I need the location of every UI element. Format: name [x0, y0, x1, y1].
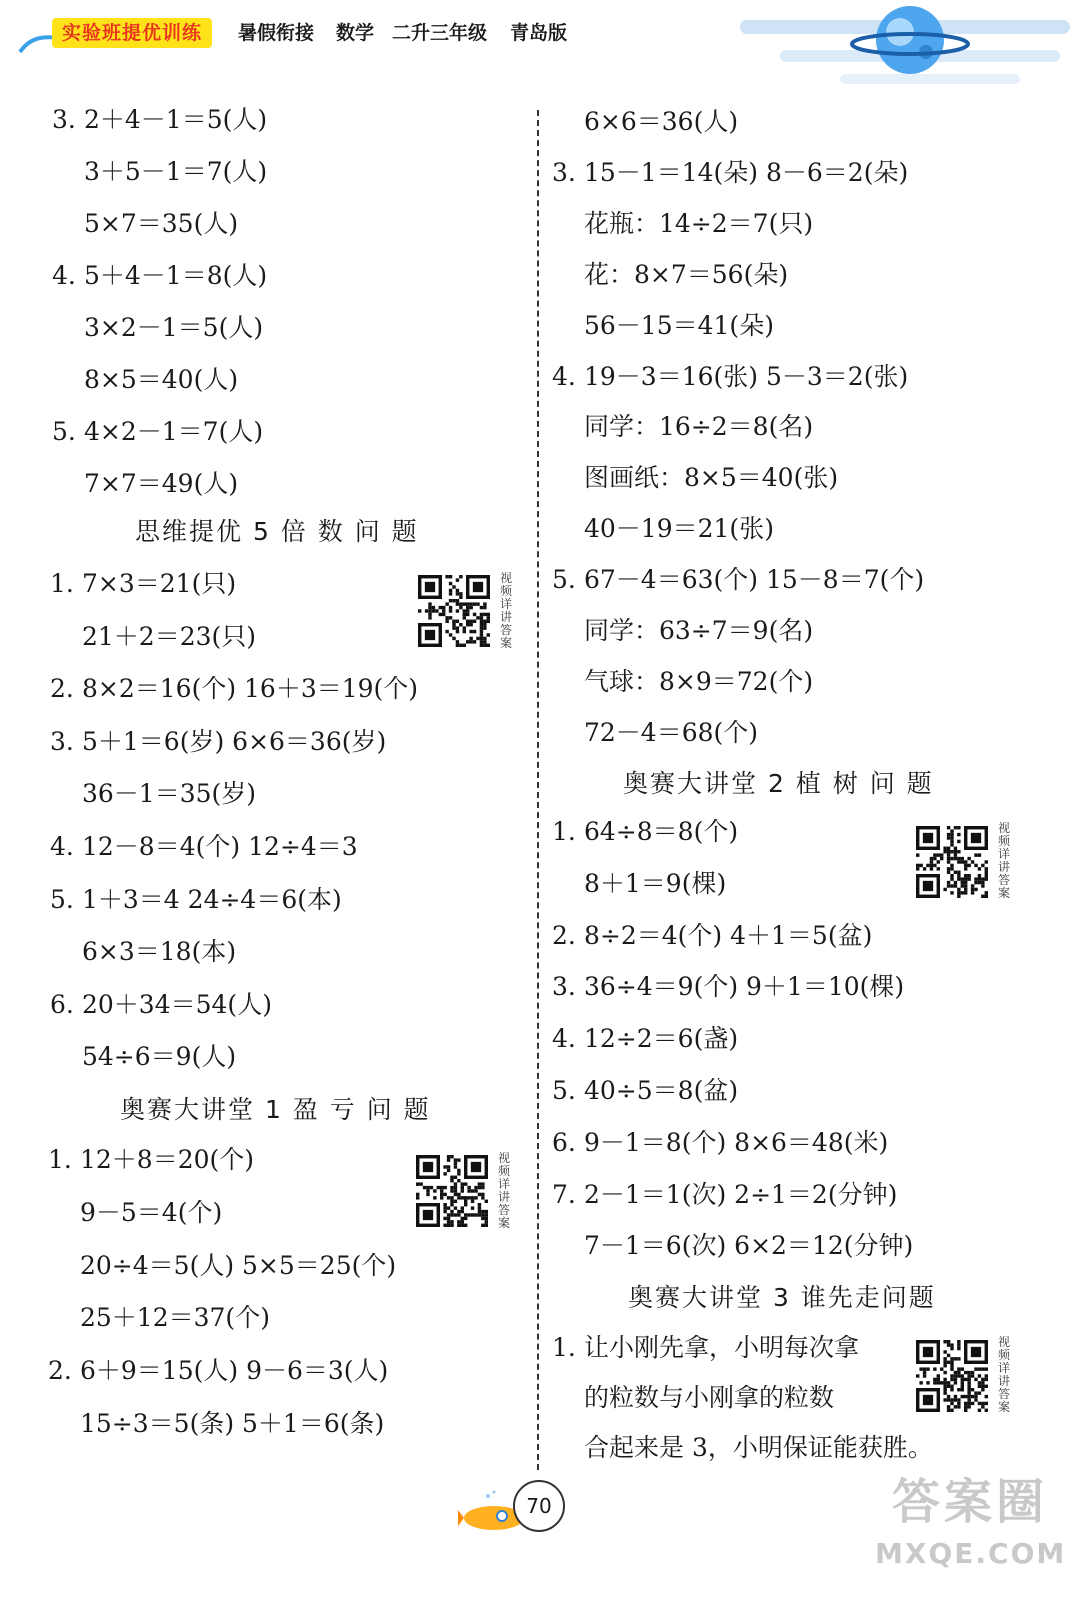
answer-line — [552, 357, 908, 397]
answer-text: 56－15＝41(朵) — [584, 310, 774, 340]
answer-line — [52, 464, 238, 504]
answer-line — [50, 1037, 236, 1077]
question-number: 3. — [52, 105, 76, 134]
answer-line — [52, 204, 238, 244]
answer-text: 20÷4＝5(人) 5×5＝25(个) — [80, 1250, 397, 1280]
answer-text: 8×2＝16(个) 16＋3＝19(个) — [82, 674, 419, 704]
answer-line — [552, 306, 774, 346]
answer-line — [52, 256, 267, 296]
question-number: 3. — [552, 972, 576, 1002]
question-number: 5. — [52, 417, 76, 446]
question-number: 5. — [552, 1076, 576, 1105]
answer-text: 3＋5－1＝7(人) — [84, 157, 268, 186]
answer-line — [48, 1193, 222, 1233]
answer-line — [552, 1175, 897, 1215]
question-number: 5. — [50, 884, 74, 914]
qr-code-icon[interactable] — [416, 1155, 488, 1227]
answer-line — [552, 509, 774, 549]
answer-text: 12－8＝4(个) 12÷4＝3 — [82, 832, 358, 861]
question-number: 4. — [552, 361, 576, 391]
answer-text: 12＋8＝20(个) — [80, 1145, 255, 1174]
answer-line — [552, 812, 738, 852]
answer-text: 64÷8＝8(个) — [584, 817, 739, 846]
answer-text: 8×5＝40(人) — [84, 365, 239, 394]
answer-line — [552, 560, 924, 600]
series-label: 暑假衔接 — [238, 22, 315, 44]
edition-label: 青岛版 — [510, 22, 568, 44]
answer-line — [50, 774, 256, 814]
qr-code-icon[interactable] — [916, 1340, 988, 1412]
answer-text: 8÷2＝4(个) 4＋1＝5(盆) — [584, 920, 873, 950]
answer-line — [50, 880, 342, 920]
answer-text: 5＋4－1＝8(人) — [84, 261, 268, 290]
answer-text: 7×7＝49(人) — [84, 469, 239, 498]
question-number: 1. — [48, 1145, 72, 1174]
answer-text: 54÷6＝9(人) — [82, 1042, 237, 1072]
answer-text: 5×7＝35(人) — [84, 209, 239, 238]
brand-title: 实验班提优训练 — [52, 18, 212, 48]
answer-line — [52, 412, 263, 452]
answer-line — [552, 407, 813, 447]
answer-line — [50, 564, 236, 604]
answer-line — [50, 669, 418, 709]
question-number: 3. — [50, 726, 74, 756]
answer-text: 8＋1＝9(棵) — [584, 868, 727, 898]
answer-line — [552, 1071, 738, 1111]
answer-line — [48, 1351, 388, 1391]
answer-line — [48, 1246, 396, 1286]
answer-text: 6×6＝36(人) — [584, 107, 739, 136]
answer-text: 40÷5＝8(盆) — [584, 1076, 739, 1105]
answer-line — [552, 611, 813, 651]
answer-line — [48, 1140, 254, 1180]
answer-text: 气球：8×9＝72(个) — [584, 666, 814, 696]
answer-text: 7－1＝6(次) 6×2＝12(分钟) — [584, 1231, 914, 1261]
answer-text: 6×3＝18(本) — [82, 937, 237, 967]
answer-line — [50, 827, 358, 867]
answer-line — [552, 662, 813, 702]
section-heading-tree-planting: 奥赛大讲堂 2 植 树 问 题 — [623, 769, 934, 798]
answer-text: 花：8×7＝56(朵) — [584, 259, 789, 289]
answer-line — [52, 308, 263, 348]
answer-line — [52, 100, 267, 140]
answer-line — [52, 152, 267, 192]
answer-text: 21＋2＝23(只) — [82, 621, 257, 651]
question-number: 1. — [50, 569, 74, 598]
answer-line — [552, 102, 738, 142]
question-number: 4. — [552, 1024, 576, 1054]
question-number: 2. — [48, 1356, 72, 1386]
answer-text: 5＋1＝6(岁) 6×6＝36(岁) — [82, 726, 387, 756]
question-number: 1. — [552, 817, 576, 846]
answer-text: 7×3＝21(只) — [82, 569, 237, 598]
answer-line — [552, 153, 908, 193]
question-number: 5. — [552, 565, 576, 595]
question-number: 2. — [552, 920, 576, 950]
watermark-logo-text: 答案圈 — [891, 1474, 1048, 1530]
answer-line — [552, 916, 872, 956]
answer-text: 让小刚先拿，小明每次拿 — [584, 1333, 860, 1362]
question-number: 7. — [552, 1179, 576, 1209]
answer-text: 9－1＝8(个) 8×6＝48(米) — [584, 1127, 889, 1157]
answer-line — [48, 1404, 384, 1444]
answer-line — [50, 617, 256, 657]
answer-text: 40－19＝21(张) — [584, 514, 774, 544]
answer-text: 12÷2＝6(盏) — [584, 1024, 739, 1054]
answer-line — [552, 204, 813, 244]
answer-text: 9－5＝4(个) — [80, 1197, 223, 1227]
answer-text: 15÷3＝5(条) 5＋1＝6(条) — [80, 1409, 385, 1438]
answer-line — [552, 1226, 913, 1266]
answer-text: 4×2－1＝7(人) — [84, 417, 264, 446]
site-watermark — [875, 1470, 1065, 1590]
answer-text: 67－4＝63(个) 15－8＝7(个) — [584, 565, 925, 595]
answer-text: 图画纸：8×5＝40(张) — [584, 463, 839, 493]
section-heading-who-goes-first: 奥赛大讲堂 3 谁先走问题 — [628, 1283, 936, 1312]
page-number: 70 — [513, 1480, 565, 1532]
question-number: 3. — [552, 157, 576, 187]
page-header — [0, 0, 1074, 95]
answer-text: 36－1＝35(岁) — [82, 779, 257, 809]
answer-line — [50, 722, 386, 762]
qr-code-icon[interactable] — [916, 826, 988, 898]
qr-caption: 视频详讲答案 — [498, 1151, 511, 1230]
section-heading-surplus-deficit: 奥赛大讲堂 1 盈 亏 问 题 — [120, 1095, 431, 1124]
grade-label: 二升三年级 — [392, 22, 488, 44]
answer-line — [552, 1019, 738, 1059]
answer-text: 花瓶：14÷2＝7(只) — [584, 208, 814, 238]
qr-caption: 视频详讲答案 — [998, 821, 1011, 900]
answer-text: 2－1＝1(次) 2÷1＝2(分钟) — [584, 1179, 898, 1209]
qr-code-icon[interactable] — [418, 575, 490, 647]
space-decoration-icon — [740, 0, 1074, 95]
answer-line — [552, 1428, 933, 1468]
answer-text: 36÷4＝9(个) 9＋1＝10(棵) — [584, 972, 905, 1002]
qr-caption: 视频详讲答案 — [998, 1335, 1011, 1414]
question-number: 6. — [552, 1127, 576, 1157]
answer-text: 的粒数与小刚拿的粒数 — [584, 1383, 835, 1412]
answer-line — [52, 360, 238, 400]
answer-text: 19－3＝16(张) 5－3＝2(张) — [584, 361, 909, 391]
answer-line — [552, 967, 904, 1007]
answer-line — [552, 458, 838, 498]
answer-text: 同学：63÷7＝9(名) — [584, 616, 814, 645]
answer-line — [552, 255, 788, 295]
answer-text: 6＋9＝15(人) 9－6＝3(人) — [80, 1356, 389, 1386]
qr-caption: 视频详讲答案 — [500, 571, 513, 650]
answer-line — [552, 1378, 834, 1418]
question-number: 4. — [50, 832, 74, 861]
column-divider — [537, 110, 539, 1470]
question-number: 1. — [552, 1333, 576, 1362]
answer-line — [552, 864, 726, 904]
answer-line — [48, 1298, 270, 1338]
question-number: 2. — [50, 674, 74, 704]
answer-text: 1＋3＝4 24÷4＝6(本) — [82, 884, 342, 914]
answer-text: 3×2－1＝5(人) — [84, 313, 264, 342]
answer-text: 15－1＝14(朵) 8－6＝2(朵) — [584, 157, 909, 187]
answer-text: 2＋4－1＝5(人) — [84, 105, 268, 134]
answer-text: 72－4＝68(个) — [584, 717, 759, 747]
answer-line — [552, 1328, 859, 1368]
section-heading-multiple-problems: 思维提优 5 倍 数 问 题 — [135, 517, 419, 546]
question-number: 4. — [52, 261, 76, 290]
answer-line — [50, 985, 272, 1025]
answer-text: 合起来是 3，小明保证能获胜。 — [584, 1433, 933, 1462]
answer-line — [552, 713, 758, 753]
answer-text: 20＋34＝54(人) — [82, 989, 272, 1019]
answer-line — [552, 1123, 888, 1163]
subject-label: 数学 — [336, 22, 375, 44]
answer-text: 同学：16÷2＝8(名) — [584, 412, 814, 442]
answer-text: 25＋12＝37(个) — [80, 1303, 270, 1333]
watermark-url: MXQE.COM — [875, 1537, 1067, 1570]
question-number: 6. — [50, 989, 74, 1019]
answer-line — [50, 932, 236, 972]
